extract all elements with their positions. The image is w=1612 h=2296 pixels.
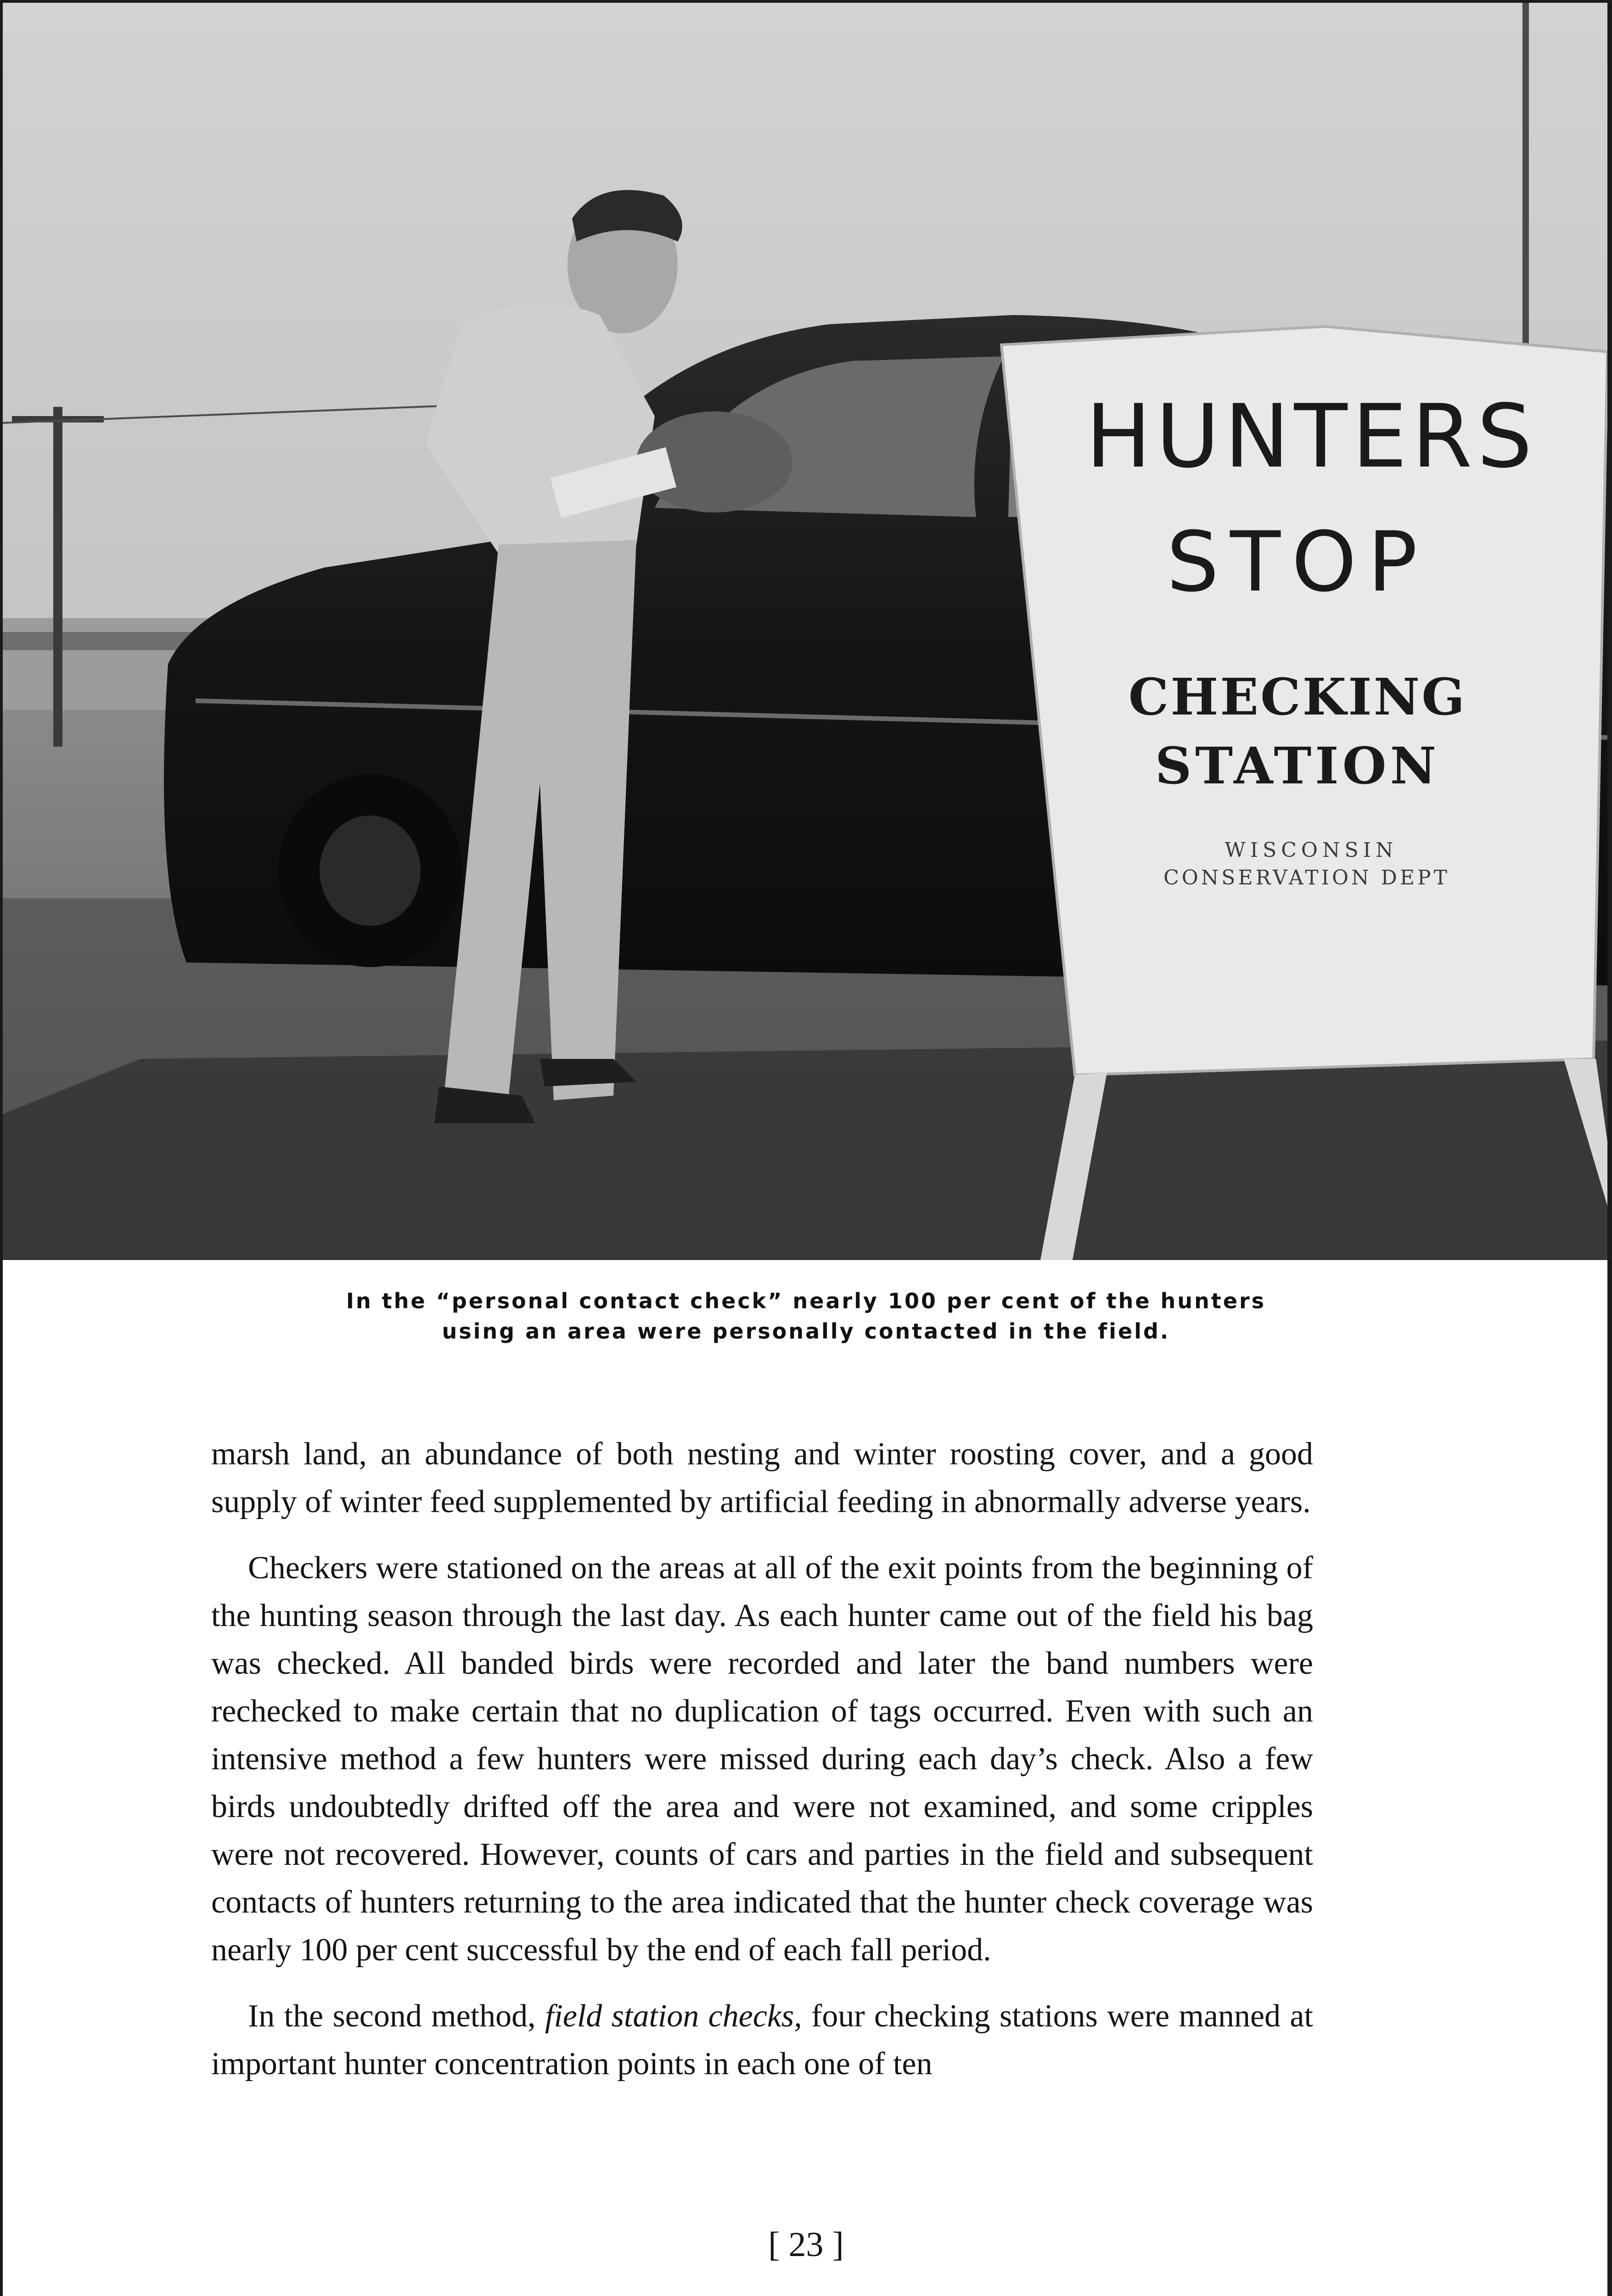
sign-line-station: STATION (1155, 736, 1440, 795)
photo-illustration (3, 3, 1607, 1260)
sign-line-checking: CHECKING (1128, 667, 1467, 726)
sign-line-wisconsin: WISCONSIN (1224, 838, 1398, 862)
utility-pole (53, 407, 62, 747)
paragraph-1: marsh land, an abundance of both nesting and winter roosting cover, and a good supply of winter feed supplemented by artificial feeding in abnormally adverse years. (211, 1436, 1313, 1519)
caption-line-1: In the “personal contact check” nearly 100 per cent of the hunters (346, 1289, 1266, 1313)
sign-line-conservation-dept: CONSERVATION DEPT (1163, 866, 1450, 889)
sign-line-stop: STOP (1166, 514, 1429, 610)
sign-line-hunters: HUNTERS (1085, 386, 1537, 487)
car-hubcap (320, 816, 421, 926)
shadow (3, 1041, 1607, 1260)
paragraph-3-italic: field station checks, (545, 1998, 802, 2034)
paragraph-2: Checkers were stationed on the areas at all of the exit points from the beginning of the hunting season through the last day. As each hunter came out of the field his bag was checked. All banded birds were recorded and later the band numbers were rechecked to make certain that no duplication of tags occurred. Even with such an intensive method a few hunters were missed during each day’s check. Also a few birds undoubtedly drifted off the area and were not examined, and some cripples were not recovered. However, counts of cars and parties in the field and subsequent contacts of hunters returning to the area indicated that the hunter check coverage was nearly 100 per cent successful by the end of each fall period. (211, 1550, 1313, 1968)
photo-caption (0, 1286, 1612, 1346)
body-text (211, 1430, 1313, 2106)
paragraph-3-end: four checking stations were manned at important hunter concentration points in each one of ten (211, 1998, 1313, 2082)
caption-line-2: using an area were personally contacted in the field. (442, 1319, 1170, 1344)
paragraph-3 (211, 1992, 1313, 2088)
page-number: [ 23 ] (768, 2225, 844, 2264)
photograph (3, 3, 1607, 1260)
paragraph-3-start: In the second method, (248, 1998, 545, 2034)
page-edge-right (1607, 0, 1612, 2296)
